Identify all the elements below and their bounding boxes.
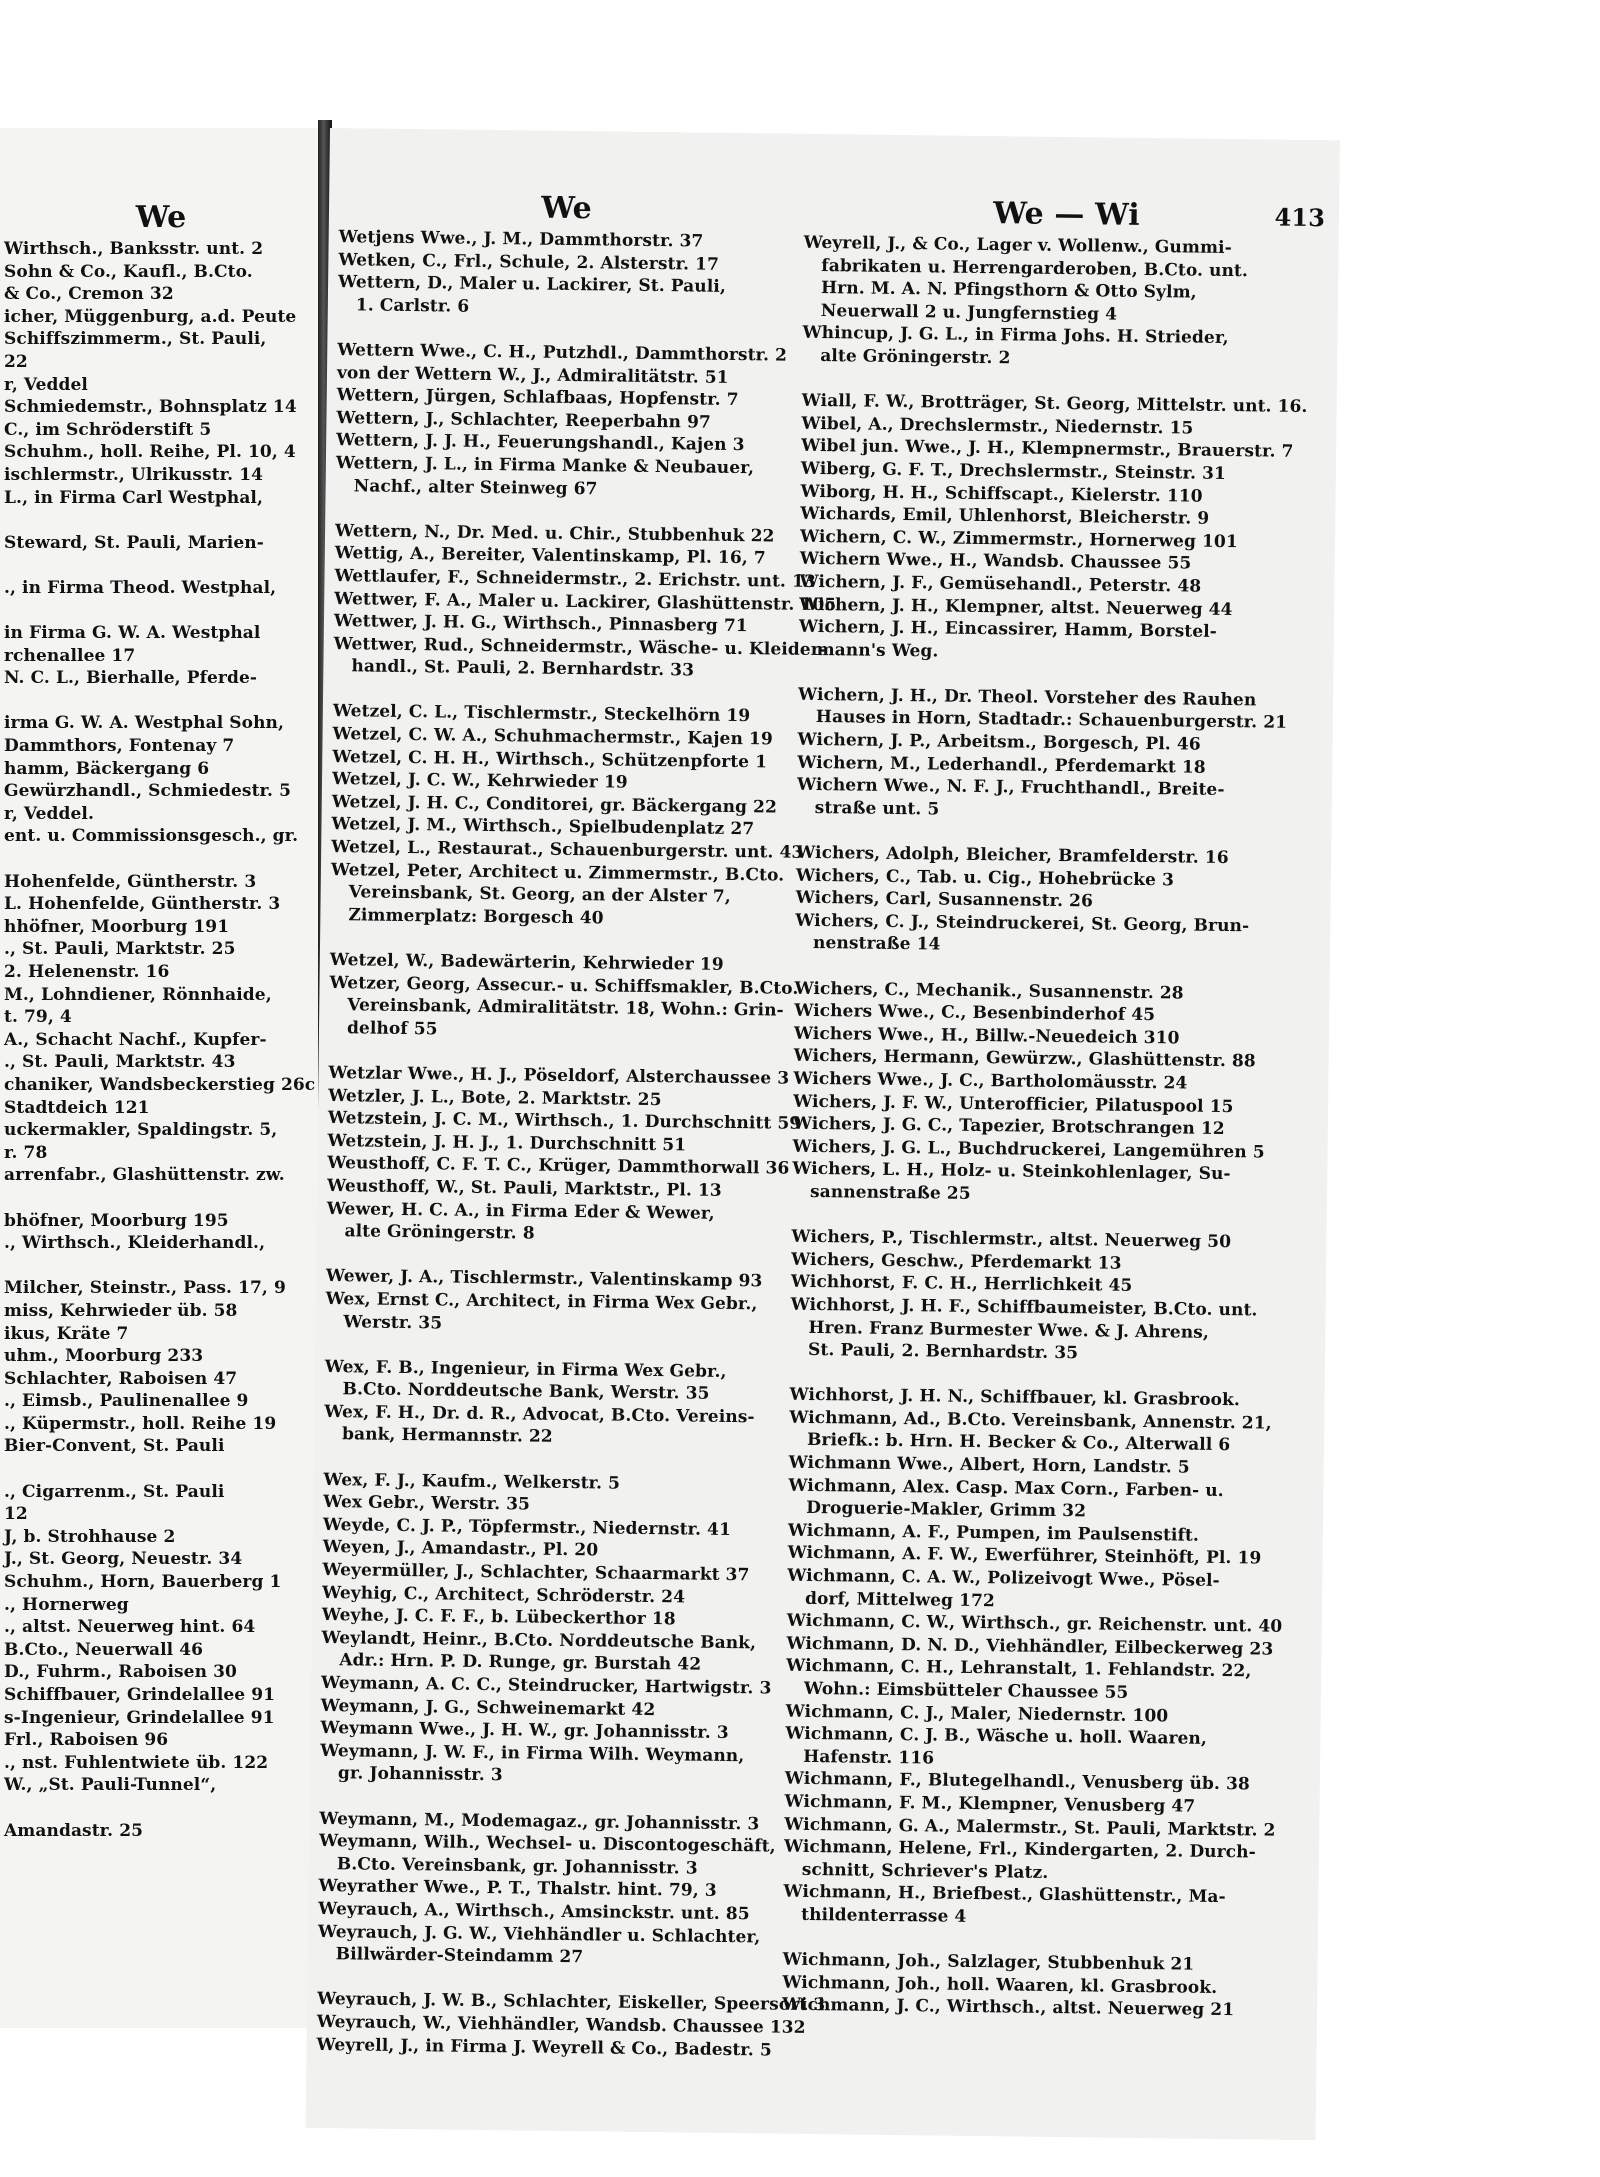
directory-entry-line: arrenfabr., Glashüttenstr. zw. [4,1165,285,1186]
directory-entry-line: Billwärder-Steindamm 27 [335,1944,584,1968]
directory-entry-line: Schuhm., holl. Reihe, Pl. 10, 4 [4,442,296,463]
directory-entry-line: Wetzler, J. L., Bote, 2. Marktstr. 25 [328,1085,662,1110]
directory-entry-line: Wetken, C., Frl., Schule, 2. Alsterstr. 17 [338,249,720,275]
directory-entry-line: Wichern, J. F., Gemüsehandl., Peterstr. 48 [799,571,1202,597]
directory-entry-line: Schiffszimmerm., St. Pauli, [4,329,267,350]
directory-entry-line: Wex, Ernst C., Architect, in Firma Wex Gebr., [325,1288,758,1315]
directory-entry-line: Wewer, J. A., Tischlermstr., Valentinskamp 93 [325,1266,763,1292]
directory-entry-line: Wetzel, C. W. A., Schuhmachermstr., Kajen 19 [332,724,773,750]
directory-entry-line: Weyen, J., Amandastr., Pl. 20 [322,1537,599,1561]
directory-entry-line: 1. Carlstr. 6 [355,295,470,317]
directory-entry-line: Wettern, Jürgen, Schlafbaas, Hopfenstr. 7 [336,385,739,411]
directory-entry-line: Weyrauch, A., Wirthsch., Amsinckstr. unt. 85 [318,1898,750,1925]
directory-entry-line: Wex, F. B., Ingenieur, in Firma Wex Gebr., [324,1356,727,1382]
directory-entry-line: delhof 55 [346,1018,438,1040]
directory-entry-line: r, Veddel. [4,803,94,824]
directory-entry-line: Wetzel, C. H. H., Wirthsch., Schützenpforte 1 [332,746,768,773]
directory-entry-line [4,1255,318,1278]
directory-entry-line: 2. Helenenstr. 16 [4,962,170,982]
directory-entry-line: Schiffbauer, Grindelallee 91 [4,1685,276,1705]
directory-entry-line: Wetzstein, J. H. J., 1. Durchschnitt 51 [327,1130,687,1156]
directory-entry-line: Wichers, J. F. W., Unterofficier, Pilatuspool 15 [793,1091,1234,1117]
directory-entry-line: Wettern, D., Maler u. Lackirer, St. Pauli, [337,272,727,298]
directory-entry-line: Frl., Raboisen 96 [4,1730,169,1751]
directory-entry-line: Wichern Wwe., H., Wandsb. Chaussee 55 [799,549,1192,574]
directory-entry-line: Wetzlar Wwe., H. J., Pöseldorf, Alsterchaussee 3 [328,1063,790,1089]
directory-entry-line: in Firma G. W. A. Westphal [4,623,261,644]
directory-entry-line: B.Cto. Vereinsbank, gr. Johannisstr. 3 [336,1853,698,1879]
directory-entry-line: Wichers, C. J., Steindruckerei, St. Georg, Brun- [795,910,1250,937]
directory-entry-line: Wetjens Wwe., J. M., Dammthorstr. 37 [338,227,704,252]
directory-entry-line: & Co., Cremon 32 [4,284,174,305]
directory-entry-line: Weymann, Wilh., Wechsel- u. Discontogeschäft, [318,1831,776,1857]
directory-entry-line: Wettern, J. L., in Firma Manke & Neubauer, [335,453,755,479]
directory-entry-line: Wichmann, G. A., Malermstr., St. Pauli, Marktstr. 2 [784,1814,1276,1841]
directory-entry-line: Hren. Franz Burmester Wwe. & J. Ahrens, [808,1317,1210,1343]
directory-entry-line: Wetzel, Peter, Architect u. Zimmermstr., B.Cto. [330,859,785,886]
directory-entry-line: Wetzel, J. H. C., Conditorei, gr. Bäckergang 22 [331,791,778,818]
directory-entry-line: miss, Kehrwieder üb. 58 [4,1300,238,1321]
directory-entry-line: B.Cto., Neuerwall 46 [4,1639,204,1660]
directory-entry-line: straße unt. 5 [814,797,940,820]
directory-entry-line: Wichmann, A. F. W., Ewerführer, Steinhöft, Pl. 19 [787,1543,1262,1569]
directory-entry-line: Wettlaufer, F., Schneidermstr., 2. Erichstr. unt. 13 [334,565,816,592]
directory-entry-line: chaniker, Wandsbeckerstieg 26c [4,1074,316,1095]
directory-entry-line: Schmiedemstr., Bohnsplatz 14 [4,397,297,418]
directory-entry-line: Wichmann, Joh., holl. Waaren, kl. Grasbrook. [782,1972,1218,1998]
directory-entry-line [4,848,318,871]
directory-entry-line: handl., St. Pauli, 2. Bernhardstr. 33 [351,656,695,681]
directory-entry-line: Weymann Wwe., J. H. W., gr. Johannisstr. 3 [320,1718,729,1744]
directory-entry-line: ., St. Pauli, Marktstr. 43 [4,1052,236,1073]
directory-entry-line: Weyrell, J., in Firma J. Weyrell & Co., Badestr. 5 [316,2034,772,2061]
directory-entry-line: Wichers, J. G. L., Buchdruckerei, Langemühren 5 [792,1136,1265,1163]
directory-entry-line: Sohn & Co., Kaufl., B.Cto. [4,261,253,282]
directory-entry-line: Wichers, P., Tischlermstr., altst. Neuerweg 50 [791,1226,1232,1253]
directory-entry-line: Wichers, Hermann, Gewürzw., Glashüttenstr. 88 [793,1046,1256,1072]
directory-entry-line: Wetzer, Georg, Assecur.- u. Schiffsmakler, B.Cto. [329,972,799,999]
directory-entry-line: rchenallee 17 [4,645,136,666]
directory-entry-line: Steward, St. Pauli, Marien- [4,532,264,553]
directory-entry-line: Wex, F. J., Kaufm., Welkerstr. 5 [323,1469,621,1494]
directory-entry-line: Wettwer, J. H. G., Wirthsch., Pinnasberg 71 [333,611,748,637]
directory-entry-line: ., Küpermstr., holl. Reihe 19 [4,1413,277,1434]
directory-entry-line: Droguerie-Makler, Grimm 32 [806,1498,1087,1522]
directory-entry-line: alte Gröningerstr. 8 [344,1221,535,1244]
directory-entry-line: ikus, Kräte 7 [4,1323,129,1344]
directory-entry-line: Zimmerplatz: Borgesch 40 [348,905,604,929]
directory-entry-line: Wettern Wwe., C. H., Putzhdl., Dammthorstr. 2 [337,340,788,366]
directory-entry-line: Wichers Wwe., H., Billw.-Neuedeich 310 [793,1023,1180,1049]
directory-entry-line: Wichers, Geschw., Pferdemarkt 13 [791,1249,1122,1274]
directory-entry-line: icher, Müggenburg, a.d. Peute [4,306,297,327]
directory-entry-line: Wettwer, F. A., Maler u. Lackirer, Glashüttenstr. 105 [334,588,837,615]
directory-entry-line: t. 79, 4 [4,1007,72,1028]
directory-entry-line: mann's Weg. [816,639,939,662]
directory-entry-line: Wichmann, C. H., Lehranstalt, 1. Fehlandstr. 22, [786,1656,1252,1682]
directory-entry-line: D., Fuhrm., Raboisen 30 [4,1662,237,1683]
directory-entry-line: Wex, F. H., Dr. d. R., Advocat, B.Cto. Vereins- [324,1401,755,1428]
directory-entry-line: fabrikaten u. Herrengarderoben, B.Cto. unt. [821,255,1249,281]
directory-entry-line: Hohenfelde, Güntherstr. 3 [4,871,257,892]
directory-entry-line: Wichmann, J. C., Wirthsch., altst. Neuerweg 21 [781,1994,1235,2021]
directory-entry-line: Hauses in Horn, Stadtadr.: Schauenburgerstr. 21 [815,707,1288,734]
directory-entry-line [4,1187,318,1210]
directory-entry-line: hhöfner, Moorburg 191 [4,916,230,937]
directory-entry-line: Wichers, Adolph, Bleicher, Bramfelderstr. 16 [796,842,1229,869]
directory-entry-line [4,1797,318,1820]
directory-entry-line: Wichmann, C. J. B., Wäsche u. holl. Waaren, [785,1723,1208,1750]
directory-entry-line: Weyrather Wwe., P. T., Thalstr. hint. 79, 3 [318,1876,717,1902]
directory-entry-line: Schlachter, Raboisen 47 [4,1368,238,1389]
directory-entry-line: A., Schacht Nachf., Kupfer- [4,1029,267,1050]
directory-entry-line: St. Pauli, 2. Bernhardstr. 35 [807,1340,1079,1364]
directory-entry-line: Weymann, J. G., Schweinemarkt 42 [320,1695,656,1720]
directory-entry-line: 22 [4,351,28,372]
directory-entry-line: Wirthsch., Banksstr. unt. 2 [4,239,264,259]
directory-entry-line: Wichmann, Joh., Salzlager, Stubbenhuk 21 [782,1949,1195,1975]
directory-entry-line: thildenterrasse 4 [801,1904,967,1927]
directory-entry-line: Neuerwall 2 u. Jungfernstieg 4 [820,300,1118,325]
directory-entry-line: Wichmann Wwe., Albert, Horn, Landstr. 5 [788,1452,1190,1478]
directory-entry-line: Gewürzhandl., Schmiedestr. 5 [4,781,292,802]
directory-entry-line: Amandastr. 25 [4,1820,144,1841]
directory-entry-line: Wichern, J. H., Dr. Theol. Vorsteher des Rauhen [797,684,1257,711]
directory-entry-line: Wichers Wwe., C., Besenbinderhof 45 [794,1000,1156,1026]
directory-entry-line: Wetzel, W., Badewärterin, Kehrwieder 19 [329,950,724,975]
directory-entry-line: W., „St. Pauli-Tunnel“, [4,1775,217,1796]
directory-entry-line: Wichern Wwe., N. F. J., Fruchthandl., Breite- [796,775,1225,801]
directory-entry-line: Wetzstein, J. C. M., Wirthsch., 1. Durchschnitt 59 [327,1108,802,1134]
directory-entry-line: Wichern, J. H., Eincassirer, Hamm, Borstel- [798,616,1218,642]
directory-entry-line: Weyrell, J., & Co., Lager v. Wollenw., Gummi- [803,232,1232,259]
directory-entry-line: Wiall, F. W., Brotträger, St. Georg, Mittelstr. unt. 16. [801,390,1308,418]
directory-entry-line: Wohn.: Eimsbütteler Chaussee 55 [803,1678,1129,1703]
directory-entry-line: Wettern, N., Dr. Med. u. Chir., Stubbenhuk 22 [334,520,775,547]
directory-entry-line: Wichern, J. H., Klempner, altst. Neuerweg 44 [799,594,1233,620]
directory-entry-line: ., altst. Neuerweg hint. 64 [4,1617,256,1638]
directory-entry-line: Weyermüller, J., Schlachter, Schaarmarkt 37 [322,1560,750,1586]
directory-entry-line: ent. u. Commissionsgesch., gr. [4,826,299,847]
left-column-header: We [135,200,187,235]
directory-entry-line: Wichmann, A. F., Pumpen, im Paulsenstift. [787,1520,1200,1546]
left-column [4,198,318,1842]
middle-column-header: We [541,190,593,227]
directory-entry-line: B.Cto. Norddeutsche Bank, Werstr. 35 [342,1379,710,1405]
directory-entry-line: Weymann, A. C. C., Steindrucker, Hartwigstr. 3 [320,1673,772,1699]
directory-entry-line: Wichards, Emil, Uhlenhorst, Bleicherstr. 9 [800,503,1210,529]
directory-entry-line: ., Wirthsch., Kleiderhandl., [4,1233,266,1254]
directory-entry-line: hamm, Bäckergang 6 [4,758,210,779]
directory-entry-line: Bier-Convent, St. Pauli [4,1436,225,1457]
directory-entry-line: Milcher, Steinstr., Pass. 17, 9 [4,1278,286,1299]
directory-entry-line: bank, Hermannstr. 22 [341,1424,553,1448]
directory-entry-line: Wettwer, Rud., Schneidermstr., Wäsche- u. Kleider- [333,633,828,660]
directory-entry-line: Wichers, J. G. C., Tapezier, Brotschrangen 12 [792,1113,1225,1140]
directory-entry-line: Wiborg, H. H., Schiffscapt., Kielerstr. 110 [800,481,1203,507]
directory-entry-line: Wetzel, L., Restaurat., Schauenburgerstr. unt. 43 [331,837,804,863]
page-number: 413 [1274,202,1326,233]
directory-entry-line: Weyhig, C., Architect, Schröderstr. 24 [321,1582,686,1608]
middle-column [316,186,837,2062]
directory-entry-line: ., nst. Fuhlentwiete üb. 122 [4,1752,269,1773]
directory-entry-line: J, b. Strohhause 2 [4,1526,176,1547]
directory-entry-line: ischlermstr., Ulrikusstr. 14 [4,464,264,485]
directory-entry-line: Stadtdeich 121 [4,1097,150,1118]
directory-entry-line: Wetzel, C. L., Tischlermstr., Steckelhörn 19 [332,701,751,727]
directory-entry-line: M., Lohndiener, Rönnhaide, [4,984,272,1005]
directory-entry-line: Wettern, J. J. H., Feuerungshandl., Kajen 3 [336,430,745,456]
directory-entry-line: Wichmann, F., Blutegelhandl., Venusberg üb. 38 [784,1769,1250,1795]
directory-entry-line: Werstr. 35 [343,1311,443,1333]
directory-entry-line: gr. Johannisstr. 3 [337,1763,503,1786]
directory-entry-line: Weymann, M., Modemagaz., gr. Johannisstr. 3 [319,1808,760,1834]
directory-entry-line: Nachf., alter Steinweg 67 [353,475,598,499]
directory-entry-line: Weyrauch, W., Viehhändler, Wandsb. Chaussee 132 [316,2011,806,2038]
directory-entry-line: von der Wettern W., J., Admiralitätstr. 51 [336,362,729,388]
directory-entry-line: ., Cigarrenm., St. Pauli [4,1481,225,1502]
directory-entry-line [4,1458,318,1481]
directory-entry-line: Wichmann, C. W., Wirthsch., gr. Reichenstr. unt. 40 [786,1610,1283,1637]
directory-entry-line: ., in Firma Theod. Westphal, [4,577,277,598]
left-page [0,128,322,2028]
directory-entry-line: Adr.: Hrn. P. D. Runge, gr. Burstah 42 [339,1650,702,1676]
directory-entry-line: Briefk.: b. Hrn. H. Becker & Co., Alterwall 6 [806,1430,1231,1456]
right-column-header [804,192,1329,238]
directory-entry-line: Wichern, C. W., Zimmermstr., Hornerweg 101 [799,526,1238,552]
directory-entry-line: Wichmann, H., Briefbest., Glashüttenstr., Ma- [783,1882,1226,1908]
directory-entry-line: Wichhorst, J. H. F., Schiffbaumeister, B.Cto. unt. [790,1294,1258,1321]
directory-entry-line: Whincup, J. G. L., in Firma Johs. H. Strieder, [802,323,1229,349]
directory-entry-line: Wichhorst, F. C. H., Herrlichkeit 45 [790,1272,1133,1297]
directory-entry-line: Weylandt, Heinr., B.Cto. Norddeutsche Bank, [321,1627,757,1654]
directory-entry-line: Wichmann, Ad., B.Cto. Vereinsbank, Annenstr. 21, [789,1407,1272,1434]
directory-entry-line: Wiberg, G. F. T., Drechslermstr., Steinstr. 31 [800,458,1227,484]
right-column-title: We — Wi [993,196,1140,233]
directory-entry-line: Wichmann, F. M., Klempner, Venusberg 47 [784,1791,1196,1817]
directory-entry-line: Wichhorst, J. H. N., Schiffbauer, kl. Grasbrook. [789,1384,1241,1411]
directory-entry-line: alte Gröningerstr. 2 [820,345,1011,369]
directory-entry-line: Wex Gebr., Werstr. 35 [323,1492,531,1515]
directory-entry-line: Wetzel, J. C. W., Kehrwieder 19 [331,769,628,793]
directory-entry-line: r. 78 [4,1142,48,1163]
directory-entry-line: 12 [4,1504,28,1525]
directory-entry-line: Wichmann, D. N. D., Viehhändler, Eilbeckerweg 23 [786,1633,1274,1660]
directory-entry-line: Wettig, A., Bereiter, Valentinskamp, Pl. 16, 7 [334,543,766,569]
directory-entry-line: N. C. L., Bierhalle, Pferde- [4,668,258,689]
directory-entry-line: L., in Firma Carl Westphal, [4,487,264,508]
directory-entry-line: Wichern, M., Lederhandl., Pferdemarkt 18 [797,752,1206,778]
directory-entry-line: ., Hornerweg [4,1594,129,1615]
directory-entry-line: Schuhm., Horn, Bauerberg 1 [4,1572,282,1593]
directory-entry-line: Vereinsbank, Admiralitätstr. 18, Wohn.: Grin- [347,995,784,1021]
directory-entry-line: Wibel jun. Wwe., J. H., Klempnermstr., Brauerstr. 7 [801,436,1294,463]
directory-entry-line [4,690,318,713]
directory-entry-line: Wichers, C., Mechanik., Susannenstr. 28 [794,978,1184,1004]
directory-entry-line: Wichers, C., Tab. u. Cig., Hohebrücke 3 [795,865,1175,890]
directory-entry-line: Weusthoff, C. F. T. C., Krüger, Dammthorwall 36 [327,1153,790,1180]
directory-entry-line: Wichmann, C. J., Maler, Niedernstr. 100 [785,1701,1169,1726]
directory-entry-line: s-Ingenieur, Grindelallee 91 [4,1707,275,1728]
right-column [782,192,1329,2023]
directory-entry-line: Wichmann, C. A. W., Polizeivogt Wwe., Pösel- [787,1565,1220,1592]
directory-entry-line: uckermakler, Spaldingstr. 5, [4,1120,278,1141]
directory-entry-line: Hafenstr. 116 [803,1746,935,1769]
directory-entry-line: Wewer, H. C. A., in Firma Eder & Wewer, [326,1198,715,1224]
directory-entry-line: Wichern, J. P., Arbeitsm., Borgesch, Pl. 46 [797,729,1201,755]
directory-entry-line: C., im Schröderstift 5 [4,419,212,440]
directory-entry-line [4,554,318,577]
directory-entry-line: Weyde, C. J. P., Töpfermstr., Niedernstr. 41 [322,1514,732,1540]
directory-entry-line: Wetzel, J. M., Wirthsch., Spielbudenplatz 27 [331,814,755,840]
directory-entry-line: Wichmann, Alex. Casp. Max Corn., Farben- u. [788,1475,1224,1501]
directory-entry-line: Wibel, A., Drechslermstr., Niedernstr. 15 [801,413,1194,439]
directory-entry-line: r, Veddel [4,374,88,395]
directory-entry-line: Weusthoff, W., St. Pauli, Marktstr., Pl. 13 [326,1175,722,1201]
directory-entry-line: Wichers Wwe., J. C., Bartholomäusstr. 24 [793,1068,1188,1094]
directory-entry-line: Wichmann, Helene, Frl., Kindergarten, 2. Durch- [783,1836,1256,1863]
directory-entry-line: irma G. W. A. Westphal Sohn, [4,713,285,734]
directory-entry-line: Hrn. M. A. N. Pfingsthorn & Otto Sylm, [820,278,1197,303]
directory-entry-line: L. Hohenfelde, Güntherstr. 3 [4,894,281,915]
directory-entry-line: bhöfner, Moorburg 195 [4,1210,229,1231]
directory-entry-line: Wichers, Carl, Susannenstr. 26 [795,887,1094,912]
directory-entry-line: Weyrauch, J. G. W., Viehhändler u. Schlachter, [317,1921,761,1947]
directory-entry-line: uhm., Moorburg 233 [4,1346,204,1367]
directory-entry-line [4,600,318,623]
directory-entry-line: Wichers, L. H., Holz- u. Steinkohlenlager, Su- [792,1159,1231,1185]
directory-entry-line: dorf, Mittelweg 172 [804,1588,996,1611]
directory-entry-line: Dammthors, Fontenay 7 [4,736,235,757]
directory-entry-line: Weymann, J. W. F., in Firma Wilh. Weymann, [320,1740,745,1766]
directory-entry-line: ., Eimsb., Paulinenallee 9 [4,1391,249,1412]
directory-entry-line: sannenstraße 25 [809,1181,971,1204]
directory-entry-line: schnitt, Schriever's Platz. [801,1859,1049,1883]
directory-entry-line: Weyrauch, J. W. B., Schlachter, Eiskeller, Speersort 3 [317,1989,826,2016]
directory-entry-line: J., St. Georg, Neuestr. 34 [4,1549,243,1570]
directory-entry-line: ., St. Pauli, Marktstr. 25 [4,939,236,960]
directory-entry-line [4,509,318,532]
directory-entry-line: nenstraße 14 [812,933,941,955]
directory-entry-line: Weyhe, J. C. F. F., b. Lübeckerthor 18 [321,1605,676,1630]
directory-entry-line: Wettern, J., Schlachter, Reeperbahn 97 [336,407,712,433]
right-page [306,128,1340,2140]
directory-entry-line: Vereinsbank, St. Georg, an der Alster 7, [348,882,731,908]
